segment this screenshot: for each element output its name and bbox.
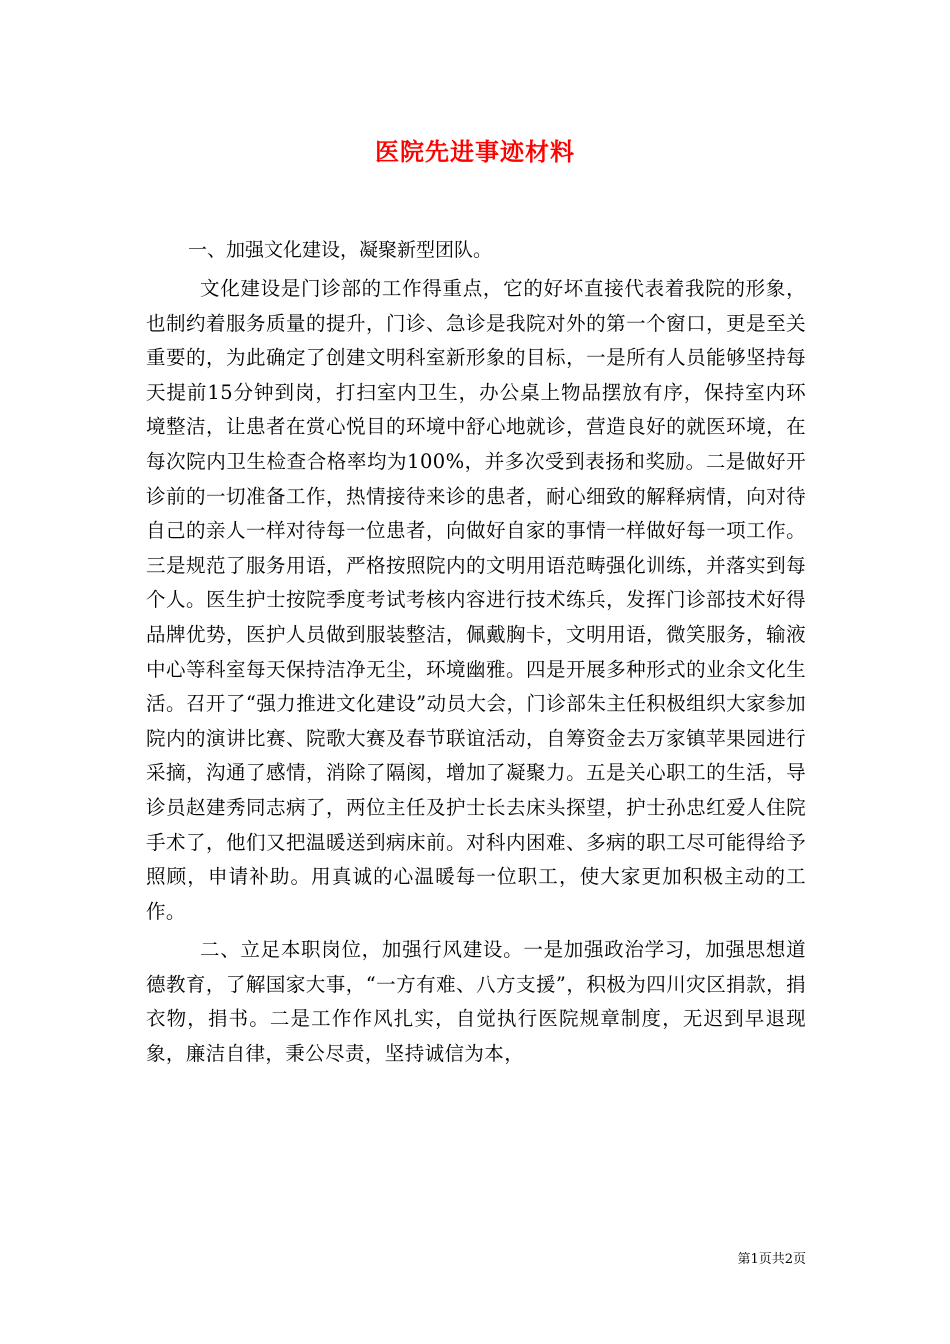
- document-title: 医院先进事迹材料: [375, 137, 575, 166]
- paragraph-work-style: 二、立足本职岗位，加强行风建设。一是加强政治学习，加强思想道德教育，了解国家大事，“一方有难、八方支援”，积极为四川灾区捐款，捐衣物，捐书。二是工作作风扎实，自觉执行医院规章制度，无迟到早退现象，廉洁自律，秉公尽责，坚持诚信为本，: [146, 938, 806, 1066]
- section-one-heading: 一、加强文化建设，凝聚新型团队。: [188, 239, 493, 261]
- document-body: [146, 232, 806, 1076]
- page-number: 第1页共2页: [737, 1252, 806, 1267]
- paragraph-culture-building: 文化建设是门诊部的工作得重点，它的好坏直接代表着我院的形象，也制约着服务质量的提升，门诊、急诊是我院对外的第一个窗口，更是至关重要的，为此确定了创建文明科室新形象的目标，一是所有人员能够坚持每天提前15分钟到岗，打扫室内卫生，办公桌上物品摆放有序，保持室内环境整洁，让患者在赏心悦目的环境中舒心地就诊，营造良好的就医环境，在每次院内卫生检查合格率均为100%，并多次受到表扬和奖励。二是做好开诊前的一切准备工作，热情接待来诊的患者，耐心细致的解释病情，向对待自己的亲人一样对待每一位患者，向做好自家的事情一样做好每一项工作。三是规范了服务用语，严格按照院内的文明用语范畴强化训练，并落实到每个人。医生护士按院季度考试考核内容进行技术练兵，发挥门诊部技术好得品牌优势，医护人员做到服装整洁，佩戴胸卡，文明用语，微笑服务，输液中心等科室每天保持洁净无尘，环境幽雅。四是开展多种形式的业余文化生活。召开了“强力推进文化建设”动员大会，门诊部朱主任积极组织大家参加院内的演讲比赛、院歌大赛及春节联谊活动，自筹资金去万家镇苹果园进行采摘，沟通了感情，消除了隔阂，增加了凝聚力。五是关心职工的生活，导诊员赵建秀同志病了，两位主任及护士长去床头探望，护士孙忠红爱人住院手术了，他们又把温暖送到病床前。对科内困难、多病的职工尽可能得给予照顾，申请补助。用真诚的心温暖每一位职工，使大家更加积极主动的工作。: [146, 277, 806, 923]
